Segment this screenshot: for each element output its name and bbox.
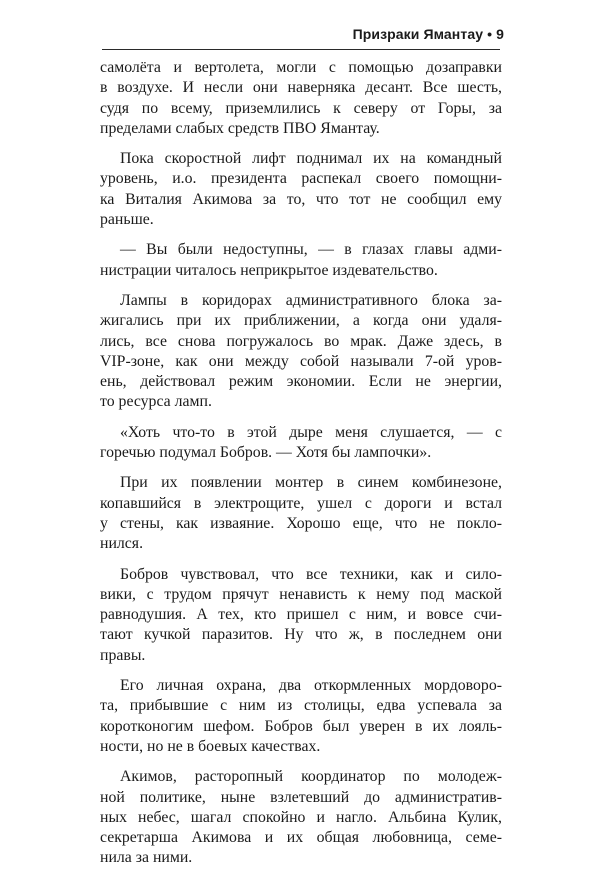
text-line: самолёта и вертолета, могли с помощью дозаправки [100, 59, 502, 76]
running-header [353, 26, 504, 42]
text-line: пределами слабых средств ПВО Ямантау. [100, 119, 380, 137]
text-line: ных небес, шагал спокойно и нагло. Альбина Кулик, [100, 808, 502, 826]
text-line: вики, с трудом прячут ненависть к нему под маской [100, 585, 502, 603]
text-line: то ресурса ламп. [100, 393, 212, 411]
text-line: — Вы были недоступны, — в глазах главы адми- [120, 241, 502, 259]
text-line: лись, все снова погружалось во мрак. Даже здесь, в [100, 332, 502, 350]
text-line: нистрации читалось неприкрытое издевательство. [100, 261, 438, 279]
text-line: Пока скоростной лифт поднимал их на командный [120, 150, 502, 168]
text-line: VIP-зоне, как они между собой называли 7-ой уров- [100, 352, 502, 370]
paragraph [100, 149, 502, 230]
text-line: «Хоть что-то в этой дыре меня слушается, — с [120, 423, 502, 441]
text-line: секретарша Акимова и их общая любовница, семе- [100, 829, 502, 847]
paragraph [100, 565, 502, 666]
text-line: При их появлении монтер в синем комбинезоне, [120, 474, 502, 492]
book-title: Призраки Ямантау [352, 26, 484, 42]
text-line: копавшийся в электрощите, ушел с дороги и встал [100, 494, 502, 512]
text-line: Бобров чувствовал, что все техники, как и сило- [120, 565, 502, 583]
text-line: у стены, как изваяние. Хорошо еще, что не покло- [100, 514, 502, 532]
paragraph [100, 240, 502, 281]
text-line: уровень, и.о. президента распекал своего помощни- [100, 170, 502, 188]
header-separator: • [487, 26, 493, 42]
header-rule [102, 49, 500, 50]
text-line: нила за ними. [100, 849, 193, 867]
text-line: Акимов, расторопный координатор по молодеж- [120, 768, 502, 786]
paragraph [100, 676, 502, 757]
body-text [100, 58, 502, 879]
text-line: судя по всему, приземлились к северу от Горы, за [100, 99, 502, 117]
text-line: Его личная охрана, два откормленных мордоворо- [120, 677, 502, 695]
text-line: коротконогим шефом. Бобров был уверен в их лояль- [100, 717, 502, 735]
paragraph [100, 291, 502, 413]
text-line: в воздухе. И несли они наверняка десант. Все шесть, [100, 79, 502, 97]
text-line: нился. [100, 535, 144, 553]
text-line: правы. [100, 646, 146, 664]
text-line: ности, но не в боевых качествах. [100, 737, 321, 755]
text-line: равнодушия. А тех, кто пришел с ним, и вовсе счи- [100, 606, 502, 624]
page-number: 9 [496, 26, 504, 42]
text-line: та, прибывшие с ним из столицы, едва успевала за [100, 697, 502, 715]
paragraph [100, 423, 502, 464]
text-line: раньше. [100, 211, 154, 229]
paragraph [100, 58, 502, 139]
text-line: ка Виталия Акимова за то, что тот не сообщил ему [100, 190, 502, 208]
text-line: тают кучкой паразитов. Ну что ж, в последнем они [100, 626, 502, 644]
text-line: ень, действовал режим экономии. Если не энергии, [100, 373, 502, 391]
paragraph [100, 473, 502, 554]
text-line: горечью подумал Бобров. — Хотя бы лампочки». [100, 444, 432, 462]
text-line: ной политике, ныне взлетевший до административ- [100, 788, 502, 806]
text-line: Лампы в коридорах административного блока за- [120, 291, 502, 309]
paragraph [100, 767, 502, 868]
text-line: жигались при их приближении, а когда они удаля- [100, 312, 502, 330]
